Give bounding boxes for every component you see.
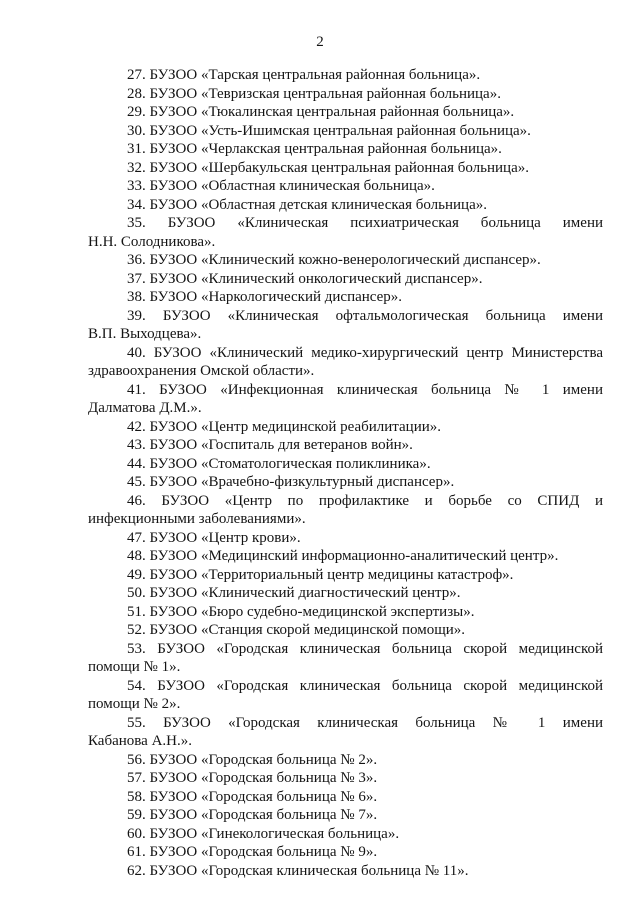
list-item-text: 45. БУЗОО «Врачебно-физкультурный диспансер».	[127, 474, 455, 490]
list-item	[88, 621, 603, 640]
list-item	[88, 288, 603, 307]
list-item-text: 41. БУЗОО «Инфекционная клиническая больница № 1 имени	[127, 381, 603, 398]
list-item	[88, 455, 603, 474]
list-item-text: 58. БУЗОО «Городская больница № 6».	[127, 788, 378, 805]
list-item	[88, 270, 603, 289]
page-number: 2	[316, 34, 324, 50]
list-item-text: 43. БУЗОО «Госпиталь для ветеранов войн».	[127, 437, 413, 453]
list-item	[88, 677, 603, 714]
list-item	[88, 177, 603, 196]
list-item	[88, 214, 603, 251]
list-item-text: 56. БУЗОО «Городская больница № 2».	[127, 751, 378, 768]
list-item-continuation: Кабанова А.Н.».	[88, 733, 192, 749]
list-item-text: 33. БУЗОО «Областная клиническая больница».	[127, 178, 435, 194]
list-item	[88, 547, 603, 566]
list-item-text: 54. БУЗОО «Городская клиническая больница скорой медицинской	[127, 677, 603, 694]
list-item-continuation: инфекционными заболеваниями».	[88, 511, 306, 527]
list-item	[88, 436, 603, 455]
list-item-text: 36. БУЗОО «Клинический кожно-венерологический диспансер».	[127, 252, 541, 268]
list-item-text: 52. БУЗОО «Станция скорой медицинской помощи».	[127, 622, 466, 638]
list-item-text: 35. БУЗОО «Клиническая психиатрическая больница имени	[127, 215, 603, 231]
list-item-text: 42. БУЗОО «Центр медицинской реабилитации».	[127, 418, 441, 435]
list-item-text: 38. БУЗОО «Наркологический диспансер».	[127, 289, 403, 305]
list-item	[88, 640, 603, 677]
list-item-text: 28. БУЗОО «Тевризская центральная районная больница».	[127, 85, 501, 102]
list-item-text: 47. БУЗОО «Центр крови».	[127, 529, 301, 546]
list-item	[88, 603, 603, 622]
list-item	[88, 769, 603, 788]
list-item-text: 32. БУЗОО «Шербакульская центральная районная больница».	[127, 159, 529, 176]
list-item-continuation: помощи № 2».	[88, 696, 181, 712]
list-item-text: 40. БУЗОО «Клинический медико-хирургический центр Министерства	[127, 344, 603, 361]
list-item	[88, 85, 603, 104]
list-item-continuation: Н.Н. Солодникова».	[88, 233, 216, 250]
list-item-text: 27. БУЗОО «Тарская центральная районная больница».	[127, 67, 481, 83]
list-item-text: 48. БУЗОО «Медицинский информационно-аналитический центр».	[127, 548, 559, 564]
list-item-text: 60. БУЗОО «Гинекологическая больница».	[127, 825, 400, 842]
list-item-text: 46. БУЗОО «Центр по профилактике и борьбе со СПИД и	[127, 492, 603, 509]
list-item-text: 29. БУЗОО «Тюкалинская центральная районная больница».	[127, 104, 515, 120]
list-item	[88, 492, 603, 529]
list-item	[88, 584, 603, 603]
list-item	[88, 307, 603, 344]
list-item-text: 30. БУЗОО «Усть-Ишимская центральная районная больница».	[127, 122, 531, 139]
list-item-continuation: помощи № 1».	[88, 659, 181, 675]
list-item-text: 31. БУЗОО «Черлакская центральная районная больница».	[127, 141, 502, 157]
list-item	[88, 418, 603, 437]
list-item-text: 34. БУЗОО «Областная детская клиническая больница».	[127, 196, 487, 213]
list-item-text: 39. БУЗОО «Клиническая офтальмологическая больница имени	[127, 307, 603, 324]
list-item	[88, 862, 603, 881]
list-item	[88, 806, 603, 825]
list-item	[88, 529, 603, 548]
list-item-text: 50. БУЗОО «Клинический диагностический центр».	[127, 585, 461, 601]
list-item	[88, 381, 603, 418]
list-item-text: 61. БУЗОО «Городская больница № 9».	[127, 844, 378, 860]
list-item-text: 51. БУЗОО «Бюро судебно-медицинской экспертизы».	[127, 603, 475, 620]
list-item	[88, 344, 603, 381]
list-item	[88, 140, 603, 159]
list-item	[88, 751, 603, 770]
list-item	[88, 825, 603, 844]
list-item-text: 57. БУЗОО «Городская больница № 3».	[127, 770, 378, 786]
list-item-text: 44. БУЗОО «Стоматологическая поликлиника».	[127, 455, 431, 472]
list-item-continuation: здравоохранения Омской области».	[88, 363, 315, 379]
list-item	[88, 566, 603, 585]
list-item	[88, 159, 603, 178]
list-item	[88, 103, 603, 122]
list-item	[88, 66, 603, 85]
list-item	[88, 843, 603, 862]
list-item	[88, 122, 603, 141]
institution-list	[88, 66, 603, 880]
list-item	[88, 251, 603, 270]
list-item-text: 49. БУЗОО «Территориальный центр медицины катастроф».	[127, 566, 514, 583]
list-item-text: 59. БУЗОО «Городская больница № 7».	[127, 807, 378, 823]
list-item-text: 37. БУЗОО «Клинический онкологический диспансер».	[127, 270, 483, 287]
list-item	[88, 473, 603, 492]
list-item-text: 55. БУЗОО «Городская клиническая больница № 1 имени	[127, 714, 603, 731]
list-item-continuation: В.П. Выходцева».	[88, 326, 202, 342]
list-item-text: 62. БУЗОО «Городская клиническая больница № 11».	[127, 862, 469, 879]
list-item-continuation: Далматова Д.М.».	[88, 400, 202, 416]
list-item	[88, 196, 603, 215]
list-item-text: 53. БУЗОО «Городская клиническая больница скорой медицинской	[127, 640, 603, 657]
list-item	[88, 714, 603, 751]
list-item	[88, 788, 603, 807]
